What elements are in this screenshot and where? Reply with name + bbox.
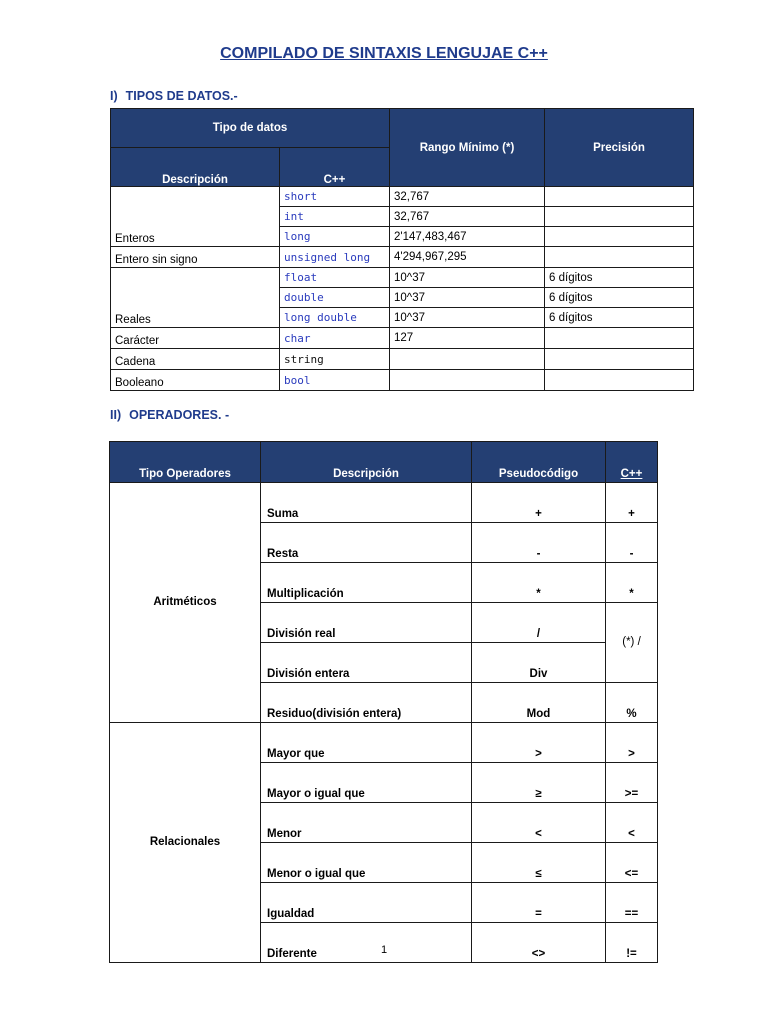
cpp-type-cell: short: [280, 187, 390, 207]
section-number: II): [110, 408, 122, 422]
type-relacionales: Relacionales: [110, 723, 261, 963]
data-types-table: [110, 108, 694, 391]
cpp-type-cell: long double: [280, 308, 390, 328]
operator-description: Menor: [261, 803, 472, 843]
group-booleano: Booleano: [111, 370, 280, 391]
cpp-operator-cell: !=: [606, 923, 658, 963]
operator-description: División real: [261, 603, 472, 643]
header-precision: Precisión: [545, 109, 694, 187]
precision-cell: 6 dígitos: [545, 288, 694, 308]
cpp-operator-cell: -: [606, 523, 658, 563]
cpp-operator-cell: <: [606, 803, 658, 843]
precision-cell: [545, 207, 694, 227]
cpp-type-cell: long: [280, 227, 390, 247]
precision-cell: [545, 349, 694, 370]
cpp-division-cell: (*) /: [606, 603, 658, 683]
cpp-operator-cell: ==: [606, 883, 658, 923]
header-descripcion: Descripción: [261, 442, 472, 483]
group-cadena: Cadena: [111, 349, 280, 370]
header-tipo-de-datos: Tipo de datos: [111, 109, 390, 148]
range-cell: 4'294,967,295: [390, 247, 545, 268]
group-caracter: Carácter: [111, 328, 280, 349]
precision-cell: 6 dígitos: [545, 308, 694, 328]
section-number: I): [110, 89, 118, 103]
pseudocode-cell: <: [472, 803, 606, 843]
pseudocode-cell: -: [472, 523, 606, 563]
range-cell: 2'147,483,467: [390, 227, 545, 247]
pseudocode-cell: =: [472, 883, 606, 923]
operator-description: Mayor que: [261, 723, 472, 763]
pseudocode-cell: +: [472, 483, 606, 523]
operator-description: Menor o igual que: [261, 843, 472, 883]
pseudocode-cell: Mod: [472, 683, 606, 723]
table-row: [110, 723, 658, 763]
range-cell: 127: [390, 328, 545, 349]
cpp-operator-cell: >: [606, 723, 658, 763]
precision-cell: [545, 227, 694, 247]
header-rango-minimo: Rango Mínimo (*): [390, 109, 545, 187]
table-row: [111, 328, 694, 349]
pseudocode-cell: ≤: [472, 843, 606, 883]
table-row: [111, 247, 694, 268]
header-cpp: C++: [280, 148, 390, 187]
range-cell: 10^37: [390, 288, 545, 308]
header-cpp: C++: [606, 442, 658, 483]
cpp-operator-cell: *: [606, 563, 658, 603]
pseudocode-cell: Div: [472, 643, 606, 683]
table-row: [111, 187, 694, 207]
page-number: 1: [380, 944, 388, 956]
range-cell: [390, 370, 545, 391]
range-cell: [390, 349, 545, 370]
operator-description: División entera: [261, 643, 472, 683]
precision-cell: [545, 187, 694, 207]
document-title: COMPILADO DE SINTAXIS LENGUJAE C++: [220, 45, 548, 62]
table-row: [110, 483, 658, 523]
operator-description: Resta: [261, 523, 472, 563]
table-row: [111, 370, 694, 391]
cpp-operator-cell: <=: [606, 843, 658, 883]
operators-table: [109, 441, 658, 963]
section-tipos-de-datos: [110, 89, 238, 103]
cpp-type-cell: bool: [280, 370, 390, 391]
section-operadores: [110, 408, 229, 422]
group-reales: Reales: [111, 268, 280, 328]
pseudocode-cell: *: [472, 563, 606, 603]
range-cell: 10^37: [390, 268, 545, 288]
header-tipo-operadores: Tipo Operadores: [110, 442, 261, 483]
type-aritmeticos: Aritméticos: [110, 483, 261, 723]
cpp-type-cell: string: [280, 349, 390, 370]
cpp-type-cell: unsigned long: [280, 247, 390, 268]
cpp-type-cell: float: [280, 268, 390, 288]
precision-cell: [545, 370, 694, 391]
cpp-operator-cell: >=: [606, 763, 658, 803]
cpp-type-cell: char: [280, 328, 390, 349]
precision-cell: [545, 328, 694, 349]
section-label: TIPOS DE DATOS.-: [125, 89, 238, 103]
pseudocode-cell: /: [472, 603, 606, 643]
operator-description: Igualdad: [261, 883, 472, 923]
section-label: OPERADORES. -: [129, 408, 230, 422]
group-entero-sin-signo: Entero sin signo: [111, 247, 280, 268]
table-row: [111, 268, 694, 288]
cpp-operator-cell: %: [606, 683, 658, 723]
group-enteros: Enteros: [111, 187, 280, 247]
pseudocode-cell: <>: [472, 923, 606, 963]
pseudocode-cell: >: [472, 723, 606, 763]
precision-cell: 6 dígitos: [545, 268, 694, 288]
operator-description: Suma: [261, 483, 472, 523]
operator-description: Mayor o igual que: [261, 763, 472, 803]
range-cell: 10^37: [390, 308, 545, 328]
operator-description: Residuo(división entera): [261, 683, 472, 723]
header-pseudocodigo: Pseudocódigo: [472, 442, 606, 483]
operator-description: Diferente: [261, 923, 472, 963]
cpp-type-cell: double: [280, 288, 390, 308]
precision-cell: [545, 247, 694, 268]
pseudocode-cell: ≥: [472, 763, 606, 803]
range-cell: 32,767: [390, 207, 545, 227]
range-cell: 32,767: [390, 187, 545, 207]
cpp-type-cell: int: [280, 207, 390, 227]
operator-description: Multiplicación: [261, 563, 472, 603]
cpp-operator-cell: +: [606, 483, 658, 523]
header-descripcion: Descripción: [111, 148, 280, 187]
table-row: [111, 349, 694, 370]
